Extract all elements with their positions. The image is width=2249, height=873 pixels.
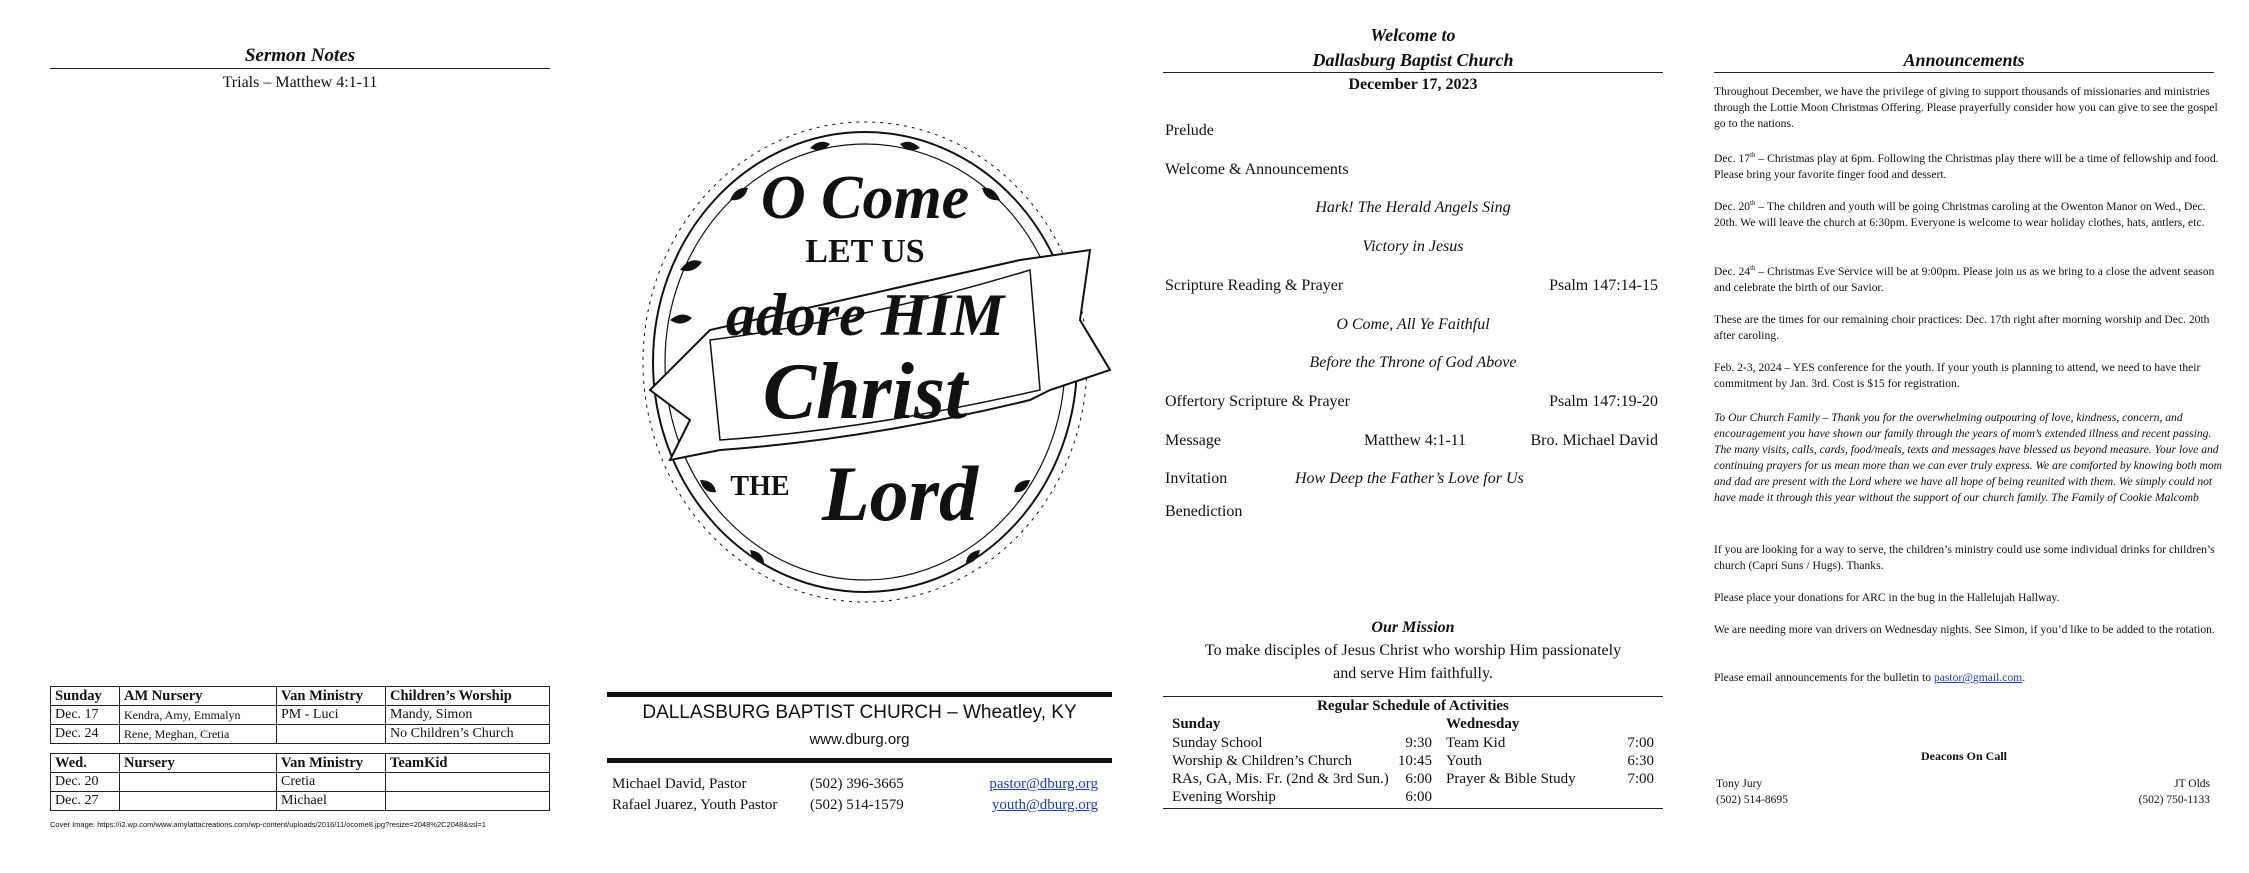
cover-image-credit: Cover Image: https://i2.wp.com/www.amylattacreations.com/wp-content/uploads/2016/11/ocome8.jpg?resize=2048%2C2048&ssl=1 xyxy=(50,820,486,829)
announcement-text xyxy=(1714,670,2223,686)
table-cell: Cretia xyxy=(277,773,386,792)
cover-text-line4: Christ xyxy=(762,348,968,436)
sermon-notes-subtitle: Trials – Matthew 4:1-11 xyxy=(222,74,378,91)
cover-text-line5: THE xyxy=(730,471,790,502)
order-prelude: Prelude xyxy=(1165,122,1214,139)
announcement-text xyxy=(1714,264,2223,296)
table-cell: Mandy, Simon xyxy=(386,706,550,725)
table-header-cell: Nursery xyxy=(120,754,277,773)
deacon-name: Tony Jury xyxy=(1716,778,1763,790)
schedule-top-rule xyxy=(1163,696,1663,697)
pastor-email-link[interactable]: pastor@dburg.org xyxy=(989,776,1098,792)
schedule-item: Sunday School xyxy=(1172,735,1263,751)
announcement-date-suffix: th xyxy=(1750,199,1756,208)
table-header-cell: Van Ministry xyxy=(277,754,386,773)
deacons-title: Deacons On Call xyxy=(1920,749,2007,763)
sermon-notes-title: Sermon Notes xyxy=(244,45,356,66)
table-cell: No Children’s Church xyxy=(386,725,550,744)
table-row xyxy=(51,773,550,792)
announcement-text: Feb. 2-3, 2024 – YES conference for the youth. If your youth is planning to attend, we need to have their commitment by Jan. 3rd. Cost is $15 for registration. xyxy=(1714,361,2201,390)
staff-name: Rafael Juarez, Youth Pastor xyxy=(612,797,778,813)
table-cell: Dec. 24 xyxy=(51,725,120,744)
cover-wreath-illustration xyxy=(610,100,1120,620)
announcement-text xyxy=(1714,199,2223,231)
schedule-time: 6:00 xyxy=(1405,789,1432,805)
invitation-hymn: How Deep the Father’s Love for Us xyxy=(1295,470,1524,487)
schedule-sunday-heading: Sunday xyxy=(1172,716,1221,732)
wednesday-duty-table xyxy=(50,753,550,811)
sermon-notes-rule xyxy=(50,68,550,69)
table-cell: PM - Luci xyxy=(277,706,386,725)
welcome-rule xyxy=(1163,72,1663,73)
announcement-item xyxy=(1714,542,2223,574)
announcement-date: Dec. 17 xyxy=(1714,152,1751,165)
announcement-date: Dec. 20 xyxy=(1714,200,1751,213)
table-header-cell: Wed. xyxy=(51,754,120,773)
schedule-item: Evening Worship xyxy=(1172,789,1276,805)
hymn-title: Victory in Jesus xyxy=(1362,238,1464,255)
cover-text-line2: LET US xyxy=(805,233,925,270)
table-row xyxy=(51,792,550,811)
table-cell: Dec. 17 xyxy=(51,706,120,725)
table-header-row xyxy=(51,687,550,706)
schedule-item: RAs, GA, Mis. Fr. (2nd & 3rd Sun.) xyxy=(1172,771,1389,787)
table-cell xyxy=(120,773,277,792)
table-header-cell: Children’s Worship xyxy=(386,687,550,706)
announcement-item xyxy=(1714,199,2223,231)
announcement-item xyxy=(1714,590,2223,606)
table-cell xyxy=(277,725,386,744)
announcement-date-suffix: th xyxy=(1750,264,1756,273)
announcement-item xyxy=(1714,84,2223,132)
announcement-body: Please email announcements for the bulletin to xyxy=(1714,671,1934,684)
announcement-body: . xyxy=(2022,671,2026,684)
announcement-text: We are needing more van drivers on Wednesday nights. See Simon, if you’d like to be added to the rotation. xyxy=(1714,623,2215,636)
announcement-thank-you: To Our Church Family – Thank you for the overwhelming outpouring of love, kindness, concern, and encouragement you have shown our family through the years of mom’s extended illness and recent passing. The many visits, calls, cards, food/meals, texts and messages have blessed us beyond measure. Your love and continuing prayers for us mean more than we can ever truly express. We are comforted by knowing both mom and dad are present with the Lord where we have all hope of being reunited with them. We simply could not have made it through this year without the support of our church family. The Family of Cookie Malcomb xyxy=(1714,411,2223,504)
message-reference: Matthew 4:1-11 xyxy=(1364,432,1467,449)
announcement-item xyxy=(1714,151,2223,183)
schedule-item: Youth xyxy=(1446,753,1482,769)
announcement-text: These are the times for our remaining choir practices: Dec. 17th right after morning worship and Dec. 20th after caroling. xyxy=(1714,313,2210,342)
cover-text-line6: Lord xyxy=(822,450,978,537)
schedule-time: 9:30 xyxy=(1405,735,1432,751)
announcement-item xyxy=(1714,360,2223,392)
table-header-cell: TeamKid xyxy=(386,754,550,773)
schedule-time: 6:00 xyxy=(1405,771,1432,787)
announcement-body: – Christmas play at 6pm. Following the Christmas play there will be a time of fellowship and food. Please bring your favorite finger food and dessert. xyxy=(1714,152,2219,181)
table-row xyxy=(51,706,550,725)
scripture-reference: Psalm 147:14-15 xyxy=(1549,277,1658,294)
announcement-text: Please place your donations for ARC in the bug in the Hallelujah Hallway. xyxy=(1714,591,2060,604)
schedule-time: 7:00 xyxy=(1627,771,1654,787)
schedule-time: 10:45 xyxy=(1397,753,1432,769)
announcement-text: If you are looking for a way to serve, the children’s ministry could use some individual drinks for children’s church (Capri Suns / Hugs). Thanks. xyxy=(1714,543,2215,572)
announcement-date-suffix: th xyxy=(1750,151,1756,160)
mission-title: Our Mission xyxy=(1371,619,1455,636)
order-welcome-announcements: Welcome & Announcements xyxy=(1165,161,1349,178)
hymn-title: Hark! The Herald Angels Sing xyxy=(1315,199,1511,216)
order-benediction: Benediction xyxy=(1165,503,1243,520)
announcement-item xyxy=(1714,410,2223,506)
schedule-item: Team Kid xyxy=(1446,735,1506,751)
schedule-item: Worship & Children’s Church xyxy=(1172,753,1353,769)
offertory-reference: Psalm 147:19-20 xyxy=(1549,393,1658,410)
cover-text-line1: O Come xyxy=(760,164,970,232)
order-invitation: Invitation xyxy=(1165,470,1228,487)
announcement-body: – The children and youth will be going Christmas caroling at the Owenton Manor on Wed., Dec. 20th. We will leave the church at 6:30pm. Everyone is welcome to wear holiday clothes, hats, antlers, etc. xyxy=(1714,200,2206,229)
table-header-cell: AM Nursery xyxy=(120,687,277,706)
schedule-title: Regular Schedule of Activities xyxy=(1317,698,1509,714)
announcements-email-link[interactable]: pastor@gmail.com xyxy=(1933,671,2023,684)
table-cell: Dec. 27 xyxy=(51,792,120,811)
schedule-item: Prayer & Bible Study xyxy=(1446,771,1576,787)
announcement-item xyxy=(1714,264,2223,296)
announcement-date: Dec. 24 xyxy=(1714,265,1751,278)
table-header-cell: Van Ministry xyxy=(277,687,386,706)
table-cell xyxy=(386,773,550,792)
hymn-title: O Come, All Ye Faithful xyxy=(1336,316,1490,333)
table-cell xyxy=(120,792,277,811)
mission-line1: To make disciples of Jesus Christ who worship Him passionately xyxy=(1204,642,1622,659)
schedule-time: 7:00 xyxy=(1627,735,1654,751)
order-message: Message xyxy=(1165,432,1221,449)
church-website: www.dburg.org xyxy=(809,731,910,748)
deacon-name: JT Olds xyxy=(2174,778,2210,790)
footer-bottom-rule xyxy=(607,758,1112,763)
deacon-phone: (502) 750-1133 xyxy=(2138,794,2210,806)
welcome-church-name: Dallasburg Baptist Church xyxy=(1312,50,1514,70)
order-offertory: Offertory Scripture & Prayer xyxy=(1165,393,1350,410)
mission-line2: and serve Him faithfully. xyxy=(1333,665,1493,682)
youth-email-link[interactable]: youth@dburg.org xyxy=(991,797,1098,813)
table-cell: Rene, Meghan, Cretia xyxy=(120,725,277,744)
table-header-cell: Sunday xyxy=(51,687,120,706)
announcement-body: – Christmas Eve Service will be at 9:00pm. Please join us as we bring to a close the advent season and celebrate the birth of our Savior. xyxy=(1714,265,2215,294)
table-cell: Dec. 20 xyxy=(51,773,120,792)
announcement-text: Throughout December, we have the privilege of giving to support thousands of missionaries and ministries through the Lottie Moon Christmas Offering. Please prayerfully consider how you can give to see the gospel go to the nations. xyxy=(1714,85,2218,130)
schedule-wednesday-heading: Wednesday xyxy=(1446,716,1520,732)
order-scripture-reading: Scripture Reading & Prayer xyxy=(1165,277,1344,294)
message-speaker: Bro. Michael David xyxy=(1530,432,1658,449)
schedule-bottom-rule xyxy=(1163,808,1663,809)
welcome-line1: Welcome to xyxy=(1370,25,1456,45)
table-row xyxy=(51,725,550,744)
table-header-row xyxy=(51,754,550,773)
service-date: December 17, 2023 xyxy=(1348,76,1478,93)
announcement-item xyxy=(1714,622,2223,638)
table-cell: Kendra, Amy, Emmalyn xyxy=(120,706,277,725)
sunday-duty-table xyxy=(50,686,550,744)
announcements-title: Announcements xyxy=(1903,50,2025,70)
announcement-item xyxy=(1714,312,2223,344)
hymn-title: Before the Throne of God Above xyxy=(1309,354,1517,371)
table-cell: Michael xyxy=(277,792,386,811)
announcement-item xyxy=(1714,670,2223,686)
staff-name: Michael David, Pastor xyxy=(612,776,747,792)
schedule-time: 6:30 xyxy=(1627,753,1654,769)
church-name: DALLASBURG BAPTIST CHURCH – Wheatley, KY xyxy=(642,702,1077,723)
table-cell xyxy=(386,792,550,811)
footer-top-rule xyxy=(607,692,1112,697)
staff-phone: (502) 396-3665 xyxy=(810,776,904,792)
cover-text-line3: adore HIM xyxy=(725,282,1005,348)
staff-phone: (502) 514-1579 xyxy=(810,797,904,813)
announcements-rule xyxy=(1714,72,2214,73)
deacon-phone: (502) 514-8695 xyxy=(1716,794,1788,806)
announcement-text xyxy=(1714,151,2223,183)
